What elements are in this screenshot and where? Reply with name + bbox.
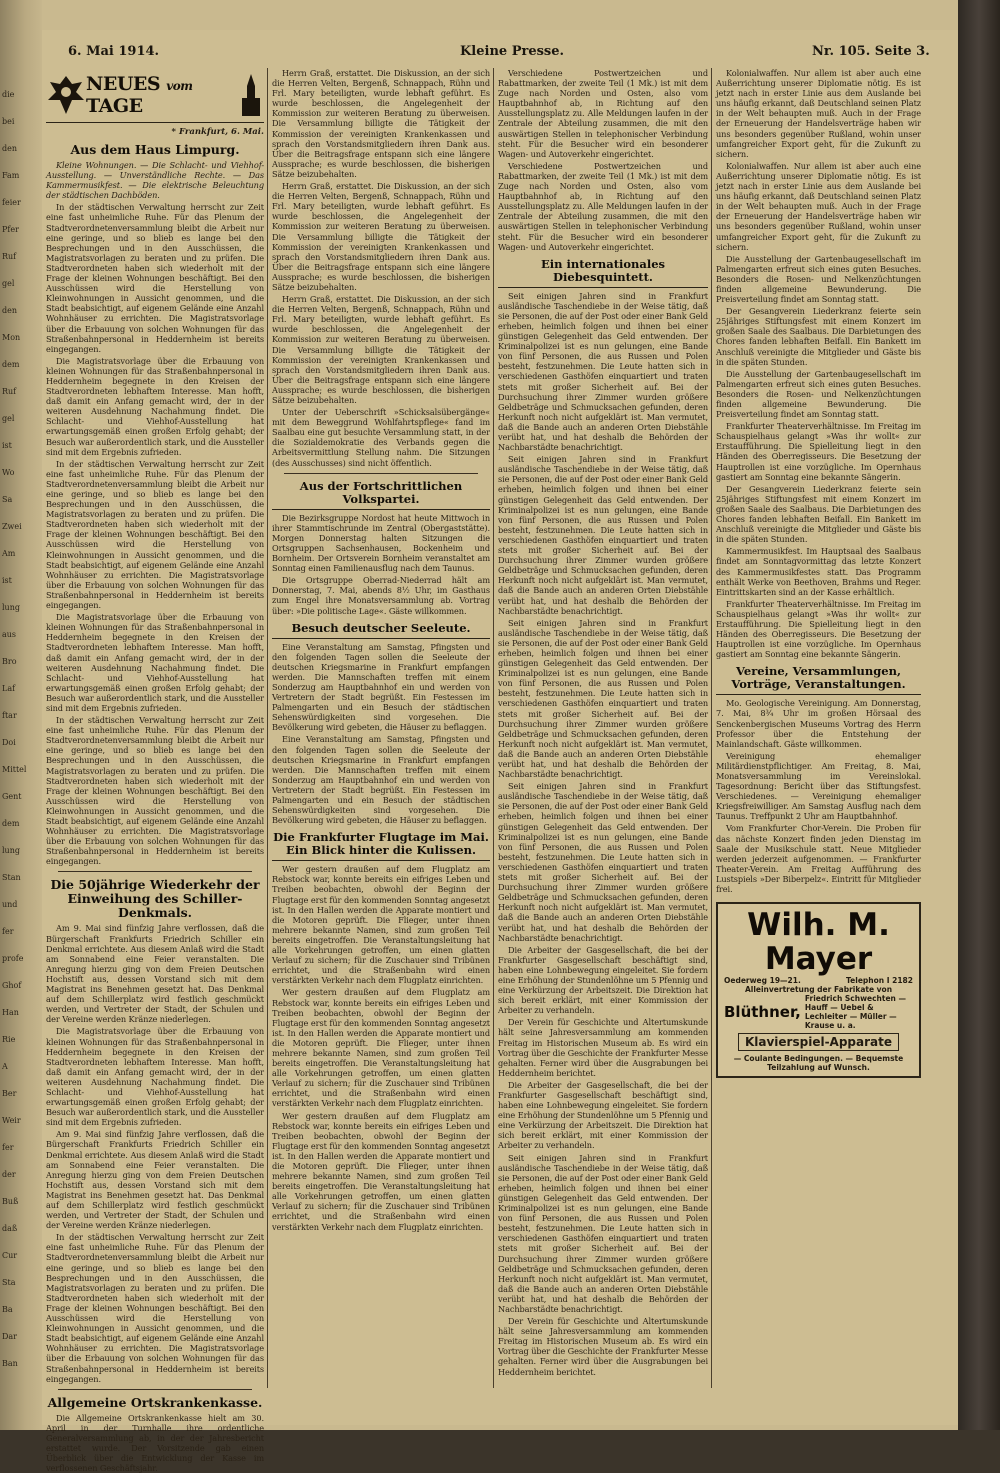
article-kolonial: Kolonialwaffen. Nur allem ist aber auch eine Außerrichtung unserer Diplomatie nötig. Es ist jetzt nach in erster Linie aus dem Auslande bei uns häufig erkannt, daß Deutschland seinen Platz in der Welt behaupten muß. Auch in der Frage der Erneuerung der Handelsverträge haben wir uns besonders gegenüber Rußland, wohin unser umfangreicher Export geht, für die Zukunft zu sichern. Kolonialwaffen. Nur allem ist aber auch eine Außerrichtung unserer Diplomatie nötig. Es ist jetzt nach in erster Linie aus dem Auslande bei uns häufig erkannt, daß Deutschland seinen Platz in der Welt behaupten muß. Auch in der Frage der Erneuerung der Handelsverträge haben wir uns besonders gegenüber Rußland, wohin unser umfangreicher Export geht, für die Zukunft zu sichern. Die Ausstellung der Gartenbaugesellschaft im Palmengarten erfreut sich eines guten Besuches. Besonders die Rosen- und Nelkenzüchtungen finden allgemeine Bewunderung. Die Preisverteilung findet am Sonntag statt. Der Gesangverein Liederkranz feierte sein 25jähriges Stiftungsfest mit einem Konzert im großen Saale des Saalbaus. Die Darbietungen des Chores fanden lebhaften Beifall. Ein Bankett im Anschluß vereinigte die Mitglieder und Gäste bis in die späten Stunden. Die Ausstellung der Gartenbaugesellschaft im Palmengarten erfreut sich eines guten Besuches. Besonders die Rosen- und Nelkenzüchtungen finden allgemeine Bewunderung. Die Preisverteilung findet am Sonntag statt. Frankfurter Theaterverhältnisse. Im Freitag im Schauspielhaus gelangt »Was ihr wollt« zur Erstaufführung. Die Spielleitung liegt in den Händen des Oberregisseurs. Die Besetzung der Hauptrollen ist eine vorzügliche. Im Opernhaus gastiert am Sonntag eine bekannte Sängerin. Der Gesangverein Liederkranz feierte sein 25jähriges Stiftungsfest mit einem Konzert im großen Saale des Saalbaus. Die Darbietungen des Chores fanden lebhaften Beifall. Ein Bankett im Anschluß vereinigte die Mitglieder und Gäste bis in die späten Stunden. Kammermusikfest. Im Hauptsaal des Saalbaus findet am Sonntagvormittag das letzte Konzert des Kammermusikfestes statt. Das Programm enthält Werke von Beethoven, Brahms und Reger. Eintrittskarten sind an der Kasse erhältlich. Frankfurter Theaterverhältnisse. Im Freitag im Schauspielhaus gelangt »Was ihr wollt« zur Erstaufführung. Die Spielleitung liegt in den Händen des Oberregisseurs. Die Besetzung der Hauptrollen ist eine vorzügliche. Im Opernhaus gastiert am Sonntag eine bekannte Sängerin. — [716, 68, 921, 660]
margin-fragment: daß — [2, 1224, 18, 1233]
headline-seeleute: Besuch deutscher Seeleute. — [272, 622, 490, 639]
margin-fragment: profe — [2, 954, 24, 963]
margin-fragment: Laf — [2, 684, 16, 693]
column-3 — [498, 68, 708, 1388]
ad-address: Oederweg 19—21. — [724, 976, 801, 986]
column-rule — [711, 68, 712, 1388]
headline-diebesquintett: Ein internationales Diebesquintett. — [498, 258, 708, 288]
ad-makers: Friedrich Schwechten — Hauff — Uebel & Lechleiter — Müller — Krause u. a. — [804, 994, 907, 1031]
margin-fragment: Fam — [2, 171, 20, 180]
margin-fragment: Weir — [2, 1116, 21, 1125]
margin-fragment: Gent — [2, 792, 22, 801]
headline-schiller: Die 50jährige Wiederkehr der Einweihung des Schiller-Denkmals. — [50, 877, 260, 921]
margin-fragment: Ruf — [2, 252, 17, 261]
page-header — [42, 38, 958, 64]
margin-fragment: der — [2, 1170, 16, 1179]
margin-fragment: Buß — [2, 1197, 19, 1206]
ad-box-label: Klavierspiel-Apparate — [738, 1033, 899, 1051]
dateline: * Frankfurt, 6. Mai. — [171, 127, 264, 137]
article-flugtage: Wer gestern draußen auf dem Flugplatz am Rebstock war, konnte bereits ein eifriges Leben und Treiben beobachten, obwohl der Beginn der Flugtage erst für den kommenden Sonntag angesetzt ist. In den Hallen werden die Apparate montiert und die Motoren geprüft. Die Flieger, unter ihnen mehrere bekannte Namen, sind zum großen Teil bereits eingetroffen. Die Veranstaltungsleitung hat alle Vorkehrungen getroffen, um einen glatten Verlauf zu sichern; für die Zuschauer sind Tribünen errichtet, und die Straßenbahn wird einen verstärkten Verkehr nach dem Flugplatz einrichten. Wer gestern draußen auf dem Flugplatz am Rebstock war, konnte bereits ein eifriges Leben und Treiben beobachten, obwohl der Beginn der Flugtage erst für den kommenden Sonntag angesetzt ist. In den Hallen werden die Apparate montiert und die Motoren geprüft. Die Flieger, unter ihnen mehrere bekannte Namen, sind zum großen Teil bereits eingetroffen. Die Veranstaltungsleitung hat alle Vorkehrungen getroffen, um einen glatten Verlauf zu sichern; für die Zuschauer sind Tribünen errichtet, und die Straßenbahn wird einen verstärkten Verkehr nach dem Flugplatz einrichten. Wer gestern draußen auf dem Flugplatz am Rebstock war, konnte bereits ein eifriges Leben und Treiben beobachten, obwohl der Beginn der Flugtage erst für den kommenden Sonntag angesetzt ist. In den Hallen werden die Apparate montiert und die Motoren geprüft. Die Flieger, unter ihnen mehrere bekannte Namen, sind zum großen Teil bereits eingetroffen. Die Veranstaltungsleitung hat alle Vorkehrungen getroffen, um einen glatten Verlauf zu sichern; für die Zuschauer sind Tribünen errichtet, und die Straßenbahn wird einen verstärkten Verkehr nach dem Flugplatz einrichten. — [272, 864, 490, 1232]
margin-fragment: Dar — [2, 1332, 18, 1341]
margin-fragment: Wo — [2, 468, 15, 477]
ad-footer: — Coulante Bedingungen. — Bequemste Teilzahlung auf Wunsch. — [733, 1054, 904, 1073]
margin-fragment: die — [2, 90, 15, 99]
margin-fragment: den — [2, 306, 18, 315]
article-vereine: Mo. Geologische Vereinigung. Am Donnerstag, 7. Mai, 8¾ Uhr im großen Hörsaal des Senckenbergischen Museums Vortrag des Herrn Professor über die Entstehung der Mainlandschaft. Gäste willkommen. Vereinigung ehemaliger Militärdienstpflichtiger. Am Freitag, 8. Mai, Monatsversammlung im Vereinslokal. Tagesordnung: Bericht über das Stiftungsfest. Verschiedenes. — Vereinigung ehemaliger Kriegsfreiwilliger. Am Samstag Ausflug nach dem Taunus. Treffpunkt 2 Uhr am Hauptbahnhof. Vom Frankfurter Chor-Verein. Die Proben für das nächste Konzert finden jeden Dienstag im Saale der Musikschule statt. Neue Mitglieder werden jederzeit aufgenommen. — Frankfurter Theater-Verein. Am Freitag Aufführung des Lustspiels »Der Biberpelz«. Eintritt für Mitglieder frei. — [716, 698, 921, 895]
divider — [58, 1389, 252, 1390]
header-issue-page: Nr. 105. Seite 3. — [812, 44, 930, 59]
margin-fragment: A — [2, 1062, 8, 1071]
column-2 — [272, 68, 490, 1388]
margin-fragment: feier — [2, 198, 21, 207]
article-diebesquintett: Seit einigen Jahren sind in Frankfurt ausländische Taschendiebe in der Weise tätig, daß sie Personen, die auf der Post oder einer Bank Geld erheben, heimlich folgen und ihnen bei einer günstigen Gelegenheit das Geld entwenden. Der Kriminalpolizei ist es nun gelungen, eine Bande von fünf Personen, die aus Russen und Polen besteht, festzunehmen. Die Leute hatten sich in verschiedenen Gasthöfen einquartiert und traten stets mit großer Sicherheit auf. Bei der Durchsuchung ihrer Zimmer wurden größere Geldbeträge und Schmucksachen gefunden, deren Herkunft noch nicht aufgeklärt ist. Man vermutet, daß die Bande auch an anderen Orten Diebstähle verübt hat, und hat deshalb die Behörden der Nachbarstädte benachrichtigt. Seit einigen Jahren sind in Frankfurt ausländische Taschendiebe in der Weise tätig, daß sie Personen, die auf der Post oder einer Bank Geld erheben, heimlich folgen und ihnen bei einer günstigen Gelegenheit das Geld entwenden. Der Kriminalpolizei ist es nun gelungen, eine Bande von fünf Personen, die aus Russen und Polen besteht, festzunehmen. Die Leute hatten sich in verschiedenen Gasthöfen einquartiert und traten stets mit großer Sicherheit auf. Bei der Durchsuchung ihrer Zimmer wurden größere Geldbeträge und Schmucksachen gefunden, deren Herkunft noch nicht aufgeklärt ist. Man vermutet, daß die Bande auch an anderen Orten Diebstähle verübt hat, und hat deshalb die Behörden der Nachbarstädte benachrichtigt. Seit einigen Jahren sind in Frankfurt ausländische Taschendiebe in der Weise tätig, daß sie Personen, die auf der Post oder einer Bank Geld erheben, heimlich folgen und ihnen bei einer günstigen Gelegenheit das Geld entwenden. Der Kriminalpolizei ist es nun gelungen, eine Bande von fünf Personen, die aus Russen und Polen besteht, festzunehmen. Die Leute hatten sich in verschiedenen Gasthöfen einquartiert und traten stets mit großer Sicherheit auf. Bei der Durchsuchung ihrer Zimmer wurden größere Geldbeträge und Schmucksachen gefunden, deren Herkunft noch nicht aufgeklärt ist. Man vermutet, daß die Bande auch an anderen Orten Diebstähle verübt hat, und hat deshalb die Behörden der Nachbarstädte benachrichtigt. Seit einigen Jahren sind in Frankfurt ausländische Taschendiebe in der Weise tätig, daß sie Personen, die auf der Post oder einer Bank Geld erheben, heimlich folgen und ihnen bei einer günstigen Gelegenheit das Geld entwenden. Der Kriminalpolizei ist es nun gelungen, eine Bande von fünf Personen, die aus Russen und Polen besteht, festzunehmen. Die Leute hatten sich in verschiedenen Gasthöfen einquartiert und traten stets mit großer Sicherheit auf. Bei der Durchsuchung ihrer Zimmer wurden größere Geldbeträge und Schmucksachen gefunden, deren Herkunft noch nicht aufgeklärt ist. Man vermutet, daß die Bande auch an anderen Orten Diebstähle verübt hat, und hat deshalb die Behörden der Nachbarstädte benachrichtigt. Die Arbeiter der Gasgesellschaft, die bei der Frankfurter Gasgesellschaft beschäftigt sind, haben eine Lohnbewegung eingeleitet. Sie fordern eine Erhöhung der Stundenlöhne um 5 Pfennig und eine Verkürzung der Arbeitszeit. Die Direktion hat sich bereit erklärt, mit einer Kommission der Arbeiter zu verhandeln. Der Verein für Geschichte und Altertumskunde hält seine Jahresversammlung am kommenden Freitag im Historischen Museum ab. Es wird ein Vortrag über die Geschichte der Frankfurter Messe gehalten. Ferner wird über die Ausgrabungen bei Heddernheim berichtet. Die Arbeiter der Gasgesellschaft, die bei der Frankfurter Gasgesellschaft beschäftigt sind, haben eine Lohnbewegung eingeleitet. Sie fordern eine Erhöhung der Stundenlöhne um 5 Pfennig und eine Verkürzung der Arbeitszeit. Die Direktion hat sich bereit erklärt, mit einer Kommission der Arbeiter zu verhandeln. Seit einigen Jahren sind in Frankfurt ausländische Taschendiebe in der Weise tätig, daß sie Personen, die auf der Post oder einer Bank Geld erheben, heimlich folgen und ihnen bei einer günstigen Gelegenheit das Geld entwenden. Der Kriminalpolizei ist es nun gelungen, eine Bande von fünf Personen, die aus Russen und Polen besteht, festzunehmen. Die Leute hatten sich in verschiedenen Gasthöfen einquartiert und traten stets mit großer Sicherheit auf. Bei der Durchsuchung ihrer Zimmer wurden größere Geldbeträge und Schmucksachen gefunden, deren Herkunft noch nicht aufgeklärt ist. Man vermutet, daß die Bande auch an anderen Orten Diebstähle verübt hat, und hat deshalb die Behörden der Nachbarstädte benachrichtigt. Der Verein für Geschichte und Altertumskunde hält seine Jahresversammlung am kommenden Freitag im Historischen Museum ab. Es wird ein Vortrag über die Geschichte der Frankfurter Messe gehalten. Ferner wird über die Ausgrabungen bei Heddernheim berichtet. — [498, 290, 708, 1377]
margin-fragment: Rie — [2, 1035, 16, 1044]
header-paper-name: Kleine Presse. — [460, 44, 565, 59]
margin-fragment: ftar — [2, 711, 17, 720]
column-4 — [716, 68, 921, 1388]
margin-fragment: Am — [2, 549, 16, 558]
ad-title: Wilh. M. Mayer — [747, 907, 890, 978]
article-seeleute: Eine Veranstaltung am Samstag, Pfingsten und den folgenden Tagen sollen die Seeleute der deutschen Kriegsmarine in Frankfurt empfangen werden. Die Mannschaften treffen mit einem Sonderzug am Hauptbahnhof ein und werden von Vertretern der Stadt begrüßt. Ein Festessen im Palmengarten und ein Besuch der städtischen Sehenswürdigkeiten sind vorgesehen. Die Bevölkerung wird gebeten, die Häuser zu beflaggen. Eine Veranstaltung am Samstag, Pfingsten und den folgenden Tagen sollen die Seeleute der deutschen Kriegsmarine in Frankfurt empfangen werden. Die Mannschaften treffen mit einem Sonderzug am Hauptbahnhof ein und werden von Vertretern der Stadt begrüßt. Ein Festessen im Palmengarten und ein Besuch der städtischen Sehenswürdigkeiten sind vorgesehen. Die Bevölkerung wird gebeten, die Häuser zu beflaggen. — [272, 641, 490, 826]
column-1 — [46, 68, 264, 1473]
margin-fragment: Sta — [2, 1278, 16, 1287]
column-rule — [267, 68, 268, 1388]
ad-brand: Blüthner, — [724, 1003, 801, 1022]
margin-fragment: lung — [2, 603, 20, 612]
header-date: 6. Mai 1914. — [68, 44, 160, 59]
article-continued: Herrn Graß, erstattet. Die Diskussion, an der sich die Herren Velten, Bergenß, Schnappach, Rühn und Frl. Mary beteiligten, wurde lebhaft geführt. Es wurde beschlossen, die Angelegenheit der Kommission zur weiteren Beratung zu überweisen. Die Versammlung billigte die Tätigkeit der Kommission der vereinigten Krankenkassen und sprach den Vorstandsmitgliedern ihren Dank aus. Über die Beitragsfrage entspann sich eine längere Aussprache; es wurde beschlossen, die bisherigen Sätze beizubehalten. Herrn Graß, erstattet. Die Diskussion, an der sich die Herren Velten, Bergenß, Schnappach, Rühn und Frl. Mary beteiligten, wurde lebhaft geführt. Es wurde beschlossen, die Angelegenheit der Kommission zur weiteren Beratung zu überweisen. Die Versammlung billigte die Tätigkeit der Kommission der vereinigten Krankenkassen und sprach den Vorstandsmitgliedern ihren Dank aus. Über die Beitragsfrage entspann sich eine längere Aussprache; es wurde beschlossen, die bisherigen Sätze beizubehalten. Herrn Graß, erstattet. Die Diskussion, an der sich die Herren Velten, Bergenß, Schnappach, Rühn und Frl. Mary beteiligten, wurde lebhaft geführt. Es wurde beschlossen, die Angelegenheit der Kommission zur weiteren Beratung zu überweisen. Die Versammlung billigte die Tätigkeit der Kommission der vereinigten Krankenkassen und sprach den Vorstandsmitgliedern ihren Dank aus. Über die Beitragsfrage entspann sich eine längere Aussprache; es wurde beschlossen, die bisherigen Sätze beizubehalten. Unter der Ueberschrift »Schicksalsübergänge« mit dem Beweggrund Wohlfahrtspflege« fand im Saalbau eine gut besuchte Versammlung statt, in der die Sozialdemokratie des Verbands gegen die Arbeitsvermittlung Stellung nahm. Die Sitzungen (des Ausschusses) sind nicht öffentlich. — [272, 68, 490, 468]
margin-fragment: Ba — [2, 1305, 13, 1314]
margin-fragment: Zwei — [2, 522, 22, 531]
headline-vereine: Vereine, Versammlungen, Vorträge, Veranstaltungen. — [716, 665, 921, 695]
margin-fragment: dem — [2, 819, 20, 828]
margin-fragment: gel — [2, 414, 15, 423]
margin-fragment: Pfer — [2, 225, 19, 234]
margin-fragment: Han — [2, 1008, 19, 1017]
headline-flugtage: Die Frankfurter Flugtage im Mai. Ein Blick hinter die Kulissen. — [272, 831, 490, 861]
margin-fragment: dem — [2, 360, 20, 369]
margin-fragment: Ber — [2, 1089, 17, 1098]
headline-limpurg: Aus dem Haus Limpurg. — [70, 142, 240, 157]
margin-fragment: Stan — [2, 873, 21, 882]
margin-fragment: Sa — [2, 495, 13, 504]
masthead-title: NEUES vom TAGE — [86, 73, 193, 117]
article-ortskrankenkasse: Die Allgemeine Ortskrankenkasse hielt am 30. April in der Turnhalle ihre ordentliche Generalversammlung ab, in der der Jahresbericht erstattet wurde. Der Vorsitzende gab einen Überblick über die Entwicklung der Kasse im verflossenen Geschäftsjahr. — [46, 1412, 264, 1473]
margin-fragment: gel — [2, 279, 15, 288]
article-schiller: Am 9. Mai sind fünfzig Jahre verflossen, daß die Bürgerschaft Frankfurts Friedrich Schiller ein Denkmal errichtete. Aus diesem Anlaß wird die Stadt am Sonnabend eine Feier veranstalten. Die Anregung hierzu ging von dem Freien Deutschen Hochstift aus, dessen Vorstand sich mit dem Magistrat ins Benehmen gesetzt hat. Das Denkmal auf dem Schillerplatz wird festlich geschmückt werden, und Vertreter der Stadt, der Schulen und der Vereine werden Kränze niederlegen. Die Magistratsvorlage über die Erbauung von kleinen Wohnungen für das Straßenbahnpersonal in Heddernheim begegnete in den Kreisen der Stadtverordneten lebhaftem Interesse. Man hofft, daß damit ein Anfang gemacht wird, der in der weiteren Ausdehnung Nachahmung findet. Die Schlacht- und Viehhof-Ausstellung hat erwartungsgemäß einen großen Erfolg gehabt; der Besuch war außerordentlich stark, und die Aussteller sind mit dem Ergebnis zufrieden. Am 9. Mai sind fünfzig Jahre verflossen, daß die Bürgerschaft Frankfurts Friedrich Schiller ein Denkmal errichtete. Aus diesem Anlaß wird die Stadt am Sonnabend eine Feier veranstalten. Die Anregung hierzu ging von dem Freien Deutschen Hochstift aus, dessen Vorstand sich mit dem Magistrat ins Benehmen gesetzt hat. Das Denkmal auf dem Schillerplatz wird festlich geschmückt werden, und Vertreter der Stadt, der Schulen und der Vereine werden Kränze niederlegen. In der städtischen Verwaltung herrscht zur Zeit eine fast unheimliche Ruhe. Für das Plenum der Stadtverordnetenversammlung bleibt die Arbeit nur eine geringe, und so blieb es lange bei den Besprechungen und in den Ausschüssen, die Magistratsvorlagen zu beraten und zu prüfen. Die Stadtverordneten haben sich wiederholt mit der Frage der kleinen Wohnungen beschäftigt. Bei den Ausschüssen wird die Herstellung von Kleinwohnungen in Aussicht genommen, und die Stadt beabsichtigt, auf eigenem Gelände eine Anzahl Wohnhäuser zu errichten. Die Magistratsvorlage über die Erbauung von solchen Wohnungen für das Straßenbahnpersonal in Heddernheim ist bereits eingegangen. — [46, 923, 264, 1384]
margin-fragment: Ghof — [2, 981, 22, 990]
page-edge-shadow — [958, 0, 1000, 1430]
headline-ortskrankenkasse: Allgemeine Ortskrankenkasse. — [47, 1394, 263, 1410]
masthead-logo — [46, 68, 264, 123]
margin-fragment: bei — [2, 117, 15, 126]
margin-fragment: den — [2, 144, 18, 153]
margin-fragment: ist — [2, 441, 12, 450]
advertisement-mayer — [716, 902, 921, 1078]
ad-line1: Alleinvertretung der Fabrikate von — [744, 985, 893, 995]
article-ausstellung: Verschiedene Postwertzeichen und Rabattmarken, der zweite Teil (1 Mk.) ist mit dem Zuge nach Norden und Osten, also vom Hauptbahnhof ab, in Richtung auf den Ausstellungsplatz zu. Alle Meldungen laufen in der Zentrale der Abteilung zusammen, die mit den auswärtigen Stellen in telephonischer Verbindung steht. Für die Besucher wird ein besonderer Wagen- und Autoverkehr eingerichtet. Verschiedene Postwertzeichen und Rabattmarken, der zweite Teil (1 Mk.) ist mit dem Zuge nach Norden und Osten, also vom Hauptbahnhof ab, in Richtung auf den Ausstellungsplatz zu. Alle Meldungen laufen in der Zentrale der Abteilung zusammen, die mit den auswärtigen Stellen in telephonischer Verbindung steht. Für die Besucher wird ein besonderer Wagen- und Autoverkehr eingerichtet. — [498, 68, 708, 252]
margin-fragment: Mon — [2, 333, 21, 342]
eagle-crest-icon — [46, 72, 86, 118]
margin-fragment: ist — [2, 576, 12, 585]
margin-fragment: Doi — [2, 738, 16, 747]
margin-fragment: fer — [2, 1143, 14, 1152]
margin-fragment: Ban — [2, 1359, 18, 1368]
margin-fragment: Mittel — [2, 765, 27, 774]
ad-phone: Telephon I 2182 — [846, 976, 913, 986]
margin-fragment: lung — [2, 846, 20, 855]
divider — [58, 871, 252, 872]
headline-volkspartei: Aus der Fortschrittlichen Volkspartei. — [272, 480, 490, 510]
article-volkspartei: Die Bezirksgruppe Nordost hat heute Mittwoch in ihrer Stammtischrunde im Zentral (Obergaststätte). Morgen Donnerstag halten Sitzungen die Ortsgruppen Sachsenhausen, Bockenheim und Bornheim. Der Ortsverein Bornheim veranstaltet am Sonntag einen Familienausflug nach dem Taunus. Die Ortsgruppe Oberrad-Niederrad hält am Donnerstag, 7. Mai, abends 8½ Uhr, im Gasthaus zum Engel ihre Monatsversammlung ab. Vortrag über: »Die politische Lage«. Gäste willkommen. — [272, 512, 490, 616]
margin-fragment: Ruf — [2, 387, 17, 396]
margin-fragment: Bro — [2, 657, 17, 666]
margin-fragment: und — [2, 900, 18, 909]
church-tower-icon — [238, 72, 264, 118]
divider — [284, 473, 478, 474]
margin-fragment: Cur — [2, 1251, 18, 1260]
margin-fragment: aus — [2, 630, 17, 639]
binding-spine — [0, 0, 42, 1430]
article-limpurg: Kleine Wohnungen. — Die Schlacht- und Viehhof-Ausstellung. — Unverständliche Rechte. — Das Kammermusikfest. — Die elektrische Beleuchtung der städtischen Dachböden. In der städtischen Verwaltung herrscht zur Zeit eine fast unheimliche Ruhe. Für das Plenum der Stadtverordnetenversammlung bleibt die Arbeit nur eine geringe, und so blieb es lange bei den Besprechungen und in den Ausschüssen, die Magistratsvorlagen zu beraten und zu prüfen. Die Stadtverordneten haben sich wiederholt mit der Frage der kleinen Wohnungen beschäftigt. Bei den Ausschüssen wird die Herstellung von Kleinwohnungen in Aussicht genommen, und die Stadt beabsichtigt, auf eigenem Gelände eine Anzahl Wohnhäuser zu errichten. Die Magistratsvorlage über die Erbauung von solchen Wohnungen für das Straßenbahnpersonal in Heddernheim ist bereits eingegangen. Die Magistratsvorlage über die Erbauung von kleinen Wohnungen für das Straßenbahnpersonal in Heddernheim begegnete in den Kreisen der Stadtverordneten lebhaftem Interesse. Man hofft, daß damit ein Anfang gemacht wird, der in der weiteren Ausdehnung Nachahmung findet. Die Schlacht- und Viehhof-Ausstellung hat erwartungsgemäß einen großen Erfolg gehabt; der Besuch war außerordentlich stark, und die Aussteller sind mit dem Ergebnis zufrieden. In der städtischen Verwaltung herrscht zur Zeit eine fast unheimliche Ruhe. Für das Plenum der Stadtverordnetenversammlung bleibt die Arbeit nur eine geringe, und so blieb es lange bei den Besprechungen und in den Ausschüssen, die Magistratsvorlagen zu beraten und zu prüfen. Die Stadtverordneten haben sich wiederholt mit der Frage der kleinen Wohnungen beschäftigt. Bei den Ausschüssen wird die Herstellung von Kleinwohnungen in Aussicht genommen, und die Stadt beabsichtigt, auf eigenem Gelände eine Anzahl Wohnhäuser zu errichten. Die Magistratsvorlage über die Erbauung von solchen Wohnungen für das Straßenbahnpersonal in Heddernheim ist bereits eingegangen. Die Magistratsvorlage über die Erbauung von kleinen Wohnungen für das Straßenbahnpersonal in Heddernheim begegnete in den Kreisen der Stadtverordneten lebhaftem Interesse. Man hofft, daß damit ein Anfang gemacht wird, der in der weiteren Ausdehnung Nachahmung findet. Die Schlacht- und Viehhof-Ausstellung hat erwartungsgemäß einen großen Erfolg gehabt; der Besuch war außerordentlich stark, und die Aussteller sind mit dem Ergebnis zufrieden. In der städtischen Verwaltung herrscht zur Zeit eine fast unheimliche Ruhe. Für das Plenum der Stadtverordnetenversammlung bleibt die Arbeit nur eine geringe, und so blieb es lange bei den Besprechungen und in den Ausschüssen, die Magistratsvorlagen zu beraten und zu prüfen. Die Stadtverordneten haben sich wiederholt mit der Frage der kleinen Wohnungen beschäftigt. Bei den Ausschüssen wird die Herstellung von Kleinwohnungen in Aussicht genommen, und die Stadt beabsichtigt, auf eigenem Gelände eine Anzahl Wohnhäuser zu errichten. Die Magistratsvorlage über die Erbauung von solchen Wohnungen für das Straßenbahnpersonal in Heddernheim ist bereits eingegangen. — [46, 160, 264, 867]
margin-fragment: fer — [2, 927, 14, 936]
column-rule — [493, 68, 494, 1388]
